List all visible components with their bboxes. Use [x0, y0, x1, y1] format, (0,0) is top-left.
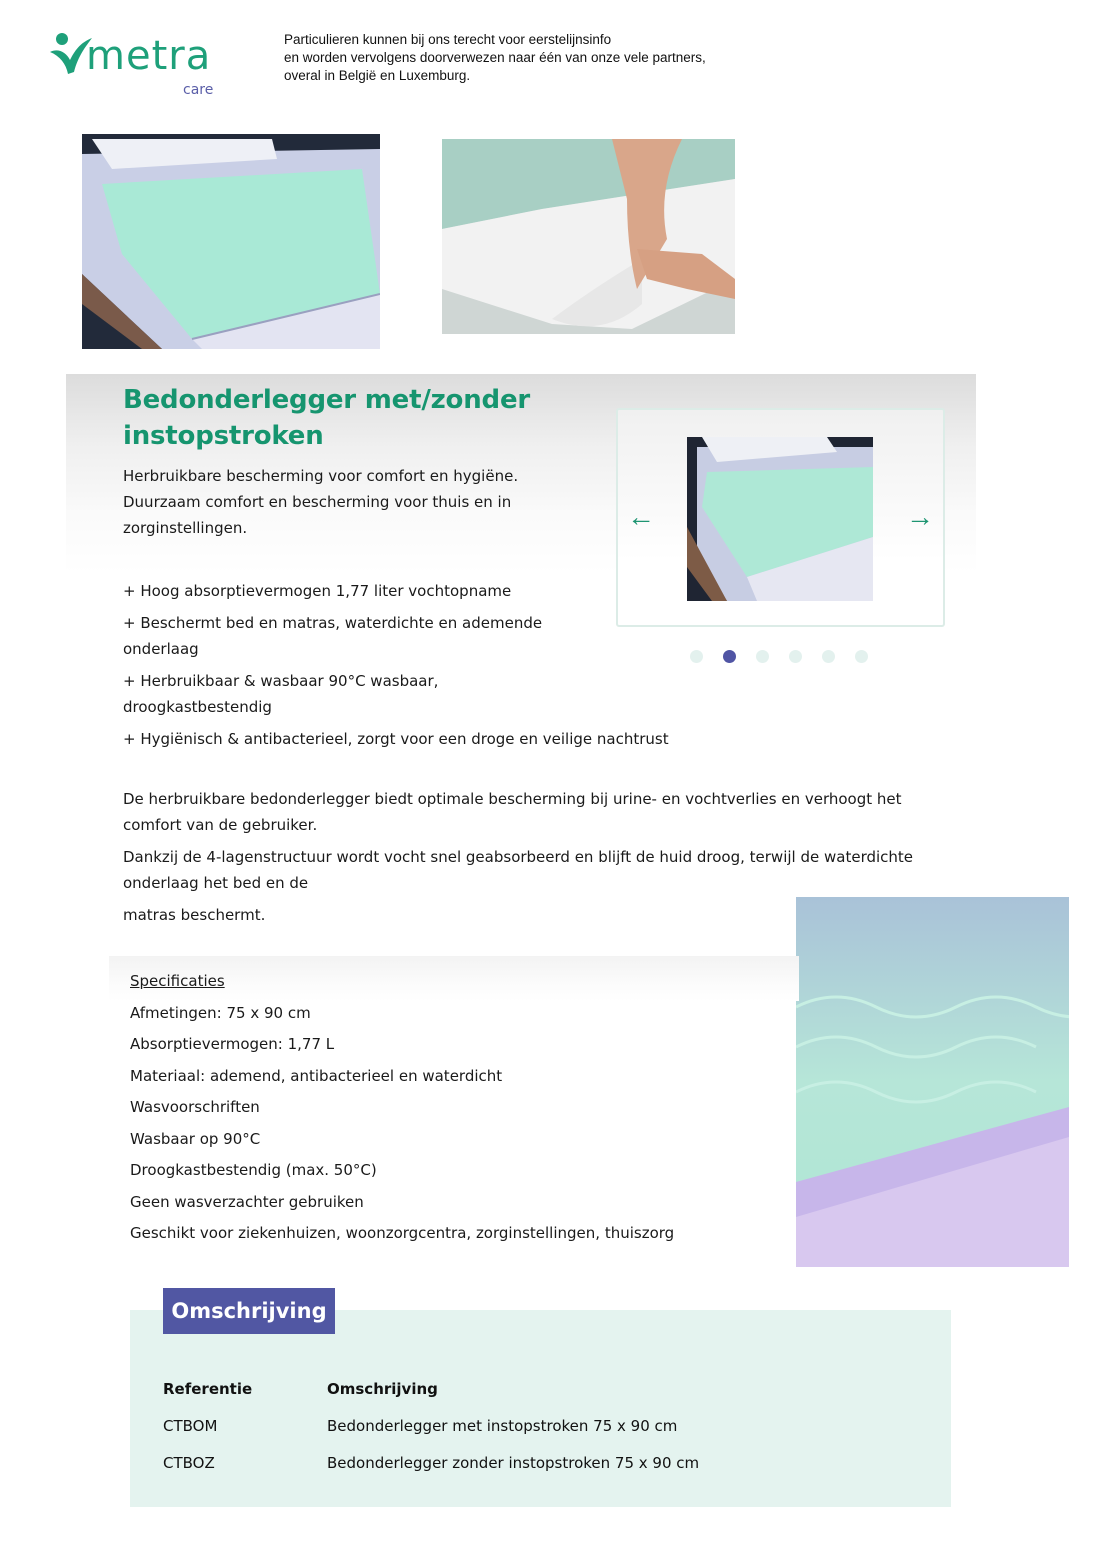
reference-cell: CTBOZ — [163, 1453, 215, 1472]
logo-wordmark: metra — [86, 33, 212, 79]
intro-line: Particulieren kunnen bij ons terecht voor eerstelijnsinfo — [284, 32, 612, 47]
bed-underpad-photo — [82, 134, 380, 349]
intro-text — [284, 31, 706, 85]
product-subtitle — [123, 463, 553, 541]
carousel-slide-image[interactable] — [687, 437, 873, 601]
feature-item: + Hoog absorptievermogen 1,77 liter vochtopname — [123, 582, 512, 600]
product-title: Bedonderlegger met/zonder instopstroken — [123, 385, 531, 451]
carousel-prev-button[interactable] — [626, 502, 656, 532]
description-paragraph: De herbruikbare bedonderlegger biedt optimale bescherming bij urine- en vochtverlies en verhoogt het comfort van de gebruiker. — [123, 790, 902, 834]
arrow-left-icon: ← — [627, 501, 655, 532]
description-tab[interactable]: Omschrijving — [163, 1288, 335, 1334]
spec-item: Droogkastbestendig (max. 50°C) — [130, 1161, 377, 1179]
carousel-dot-2-active[interactable] — [723, 650, 736, 663]
intro-line: overal in België en Luxemburg. — [284, 68, 471, 83]
tucking-underpad-photo — [442, 139, 735, 334]
spec-item: Absorptievermogen: 1,77 L — [130, 1035, 335, 1053]
metra-care-logo[interactable] — [48, 30, 228, 102]
feature-item: + Hygiënisch & antibacterieel, zorgt voor een droge en veilige nachtrust — [123, 730, 669, 748]
spec-item: Geschikt voor ziekenhuizen, woonzorgcentra, zorginstellingen, thuiszorg — [130, 1224, 675, 1242]
subtitle-line: Duurzaam comfort en bescherming voor thuis en in — [123, 493, 512, 511]
specifications-list — [130, 968, 770, 1252]
table-row — [163, 1444, 699, 1481]
table-row — [163, 1407, 699, 1444]
carousel-dot-1[interactable] — [690, 650, 703, 663]
spec-item: Materiaal: ademend, antibacterieel en waterdicht — [130, 1066, 503, 1085]
reference-cell: CTBOM — [163, 1416, 218, 1435]
description-paragraph: Dankzij de 4-lagenstructuur wordt vocht snel geabsorbeerd en blijft de huid droog, terwijl de waterdichte onderlaag het bed en de — [123, 848, 914, 892]
reference-table — [163, 1370, 699, 1481]
intro-line: en worden vervolgens doorverwezen naar één van onze vele partners, — [284, 50, 706, 65]
column-header-reference: Referentie — [163, 1379, 253, 1398]
description-paragraph: matras beschermt. — [123, 906, 266, 924]
feature-item: + Herbruikbaar & wasbaar 90°C wasbaar, droogkastbestendig — [123, 672, 439, 716]
specs-heading: Specificaties — [130, 972, 225, 990]
spec-item: Afmetingen: 75 x 90 cm — [130, 1003, 311, 1022]
column-header-description: Omschrijving — [327, 1379, 438, 1398]
feature-list — [123, 578, 683, 758]
carousel-dot-4[interactable] — [789, 650, 802, 663]
description-cell: Bedonderlegger met instopstroken 75 x 90 cm — [327, 1416, 678, 1435]
carousel-dot-3[interactable] — [756, 650, 769, 663]
arrow-right-icon: → — [906, 501, 934, 532]
pad-closeup-photo — [796, 897, 1069, 1267]
description-cell: Bedonderlegger zonder instopstroken 75 x 90 cm — [327, 1453, 700, 1472]
carousel-next-button[interactable] — [905, 502, 935, 532]
feature-item: + Beschermt bed en matras, waterdichte en ademende onderlaag — [123, 614, 543, 658]
spec-item: Geen wasverzachter gebruiken — [130, 1192, 364, 1211]
table-header-row — [163, 1370, 699, 1407]
carousel-pagination — [690, 650, 868, 663]
spec-item: Wasbaar op 90°C — [130, 1129, 261, 1148]
carousel-dot-5[interactable] — [822, 650, 835, 663]
spec-item: Wasvoorschriften — [130, 1098, 260, 1116]
logo-subtext: care — [183, 82, 214, 98]
subtitle-line: zorginstellingen. — [123, 519, 248, 537]
subtitle-line: Herbruikbare bescherming voor comfort en hygiëne. — [123, 467, 519, 485]
carousel-dot-6[interactable] — [855, 650, 868, 663]
